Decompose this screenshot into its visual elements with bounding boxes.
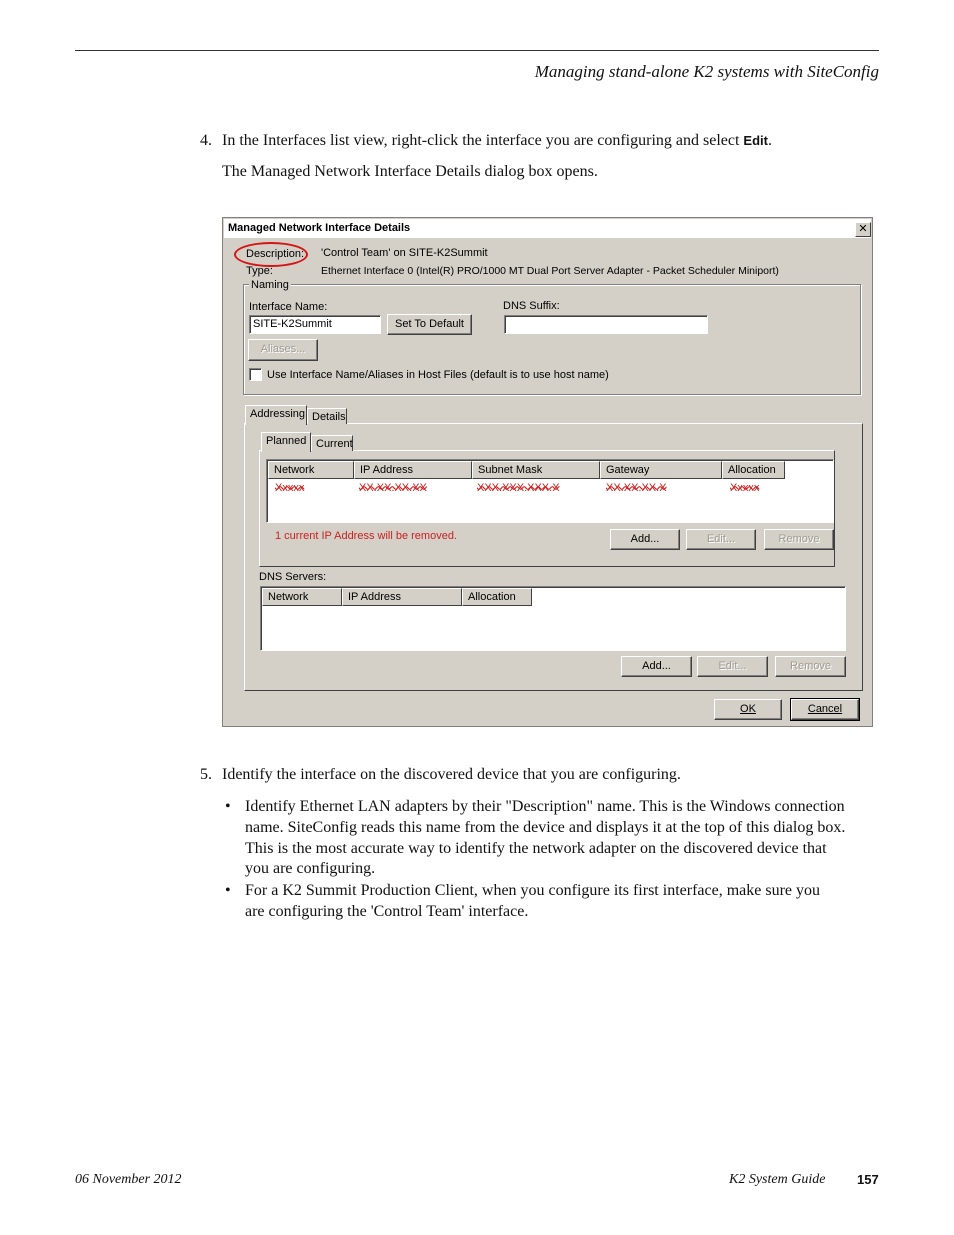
dns-suffix-input[interactable] — [504, 315, 708, 334]
address-edit-button[interactable]: Edit... — [686, 529, 756, 550]
cell-allocation: Xxxxx — [730, 482, 760, 494]
dns-remove-button[interactable]: Remove — [775, 656, 846, 677]
step-5-number: 5. — [200, 766, 212, 783]
ok-button[interactable] — [714, 699, 782, 720]
dns-column-network[interactable]: Network — [262, 588, 342, 606]
dns-servers-label: DNS Servers: — [259, 571, 327, 583]
step-5-text: Identify the interface on the discovered device that you are configuring. — [222, 766, 681, 783]
bullet-1-line-3: This is the most accurate way to identify the network adapter on the discovered device that — [245, 840, 827, 857]
header-rule — [75, 50, 879, 51]
bullet-1-line-4: you are configuring. — [245, 860, 376, 877]
interface-name-input[interactable]: SITE-K2Summit — [249, 315, 381, 334]
description-value: 'Control Team' on SITE-K2Summit — [321, 247, 488, 259]
table-row[interactable] — [267, 482, 831, 496]
description-label: Description: — [246, 248, 305, 260]
cancel-button-label: Cancel — [807, 703, 843, 715]
dns-column-allocation[interactable]: Allocation — [462, 588, 532, 606]
step-4-text-before: In the Interfaces list view, right-click the interface you are configuring and select — [222, 132, 744, 149]
ui-term-edit: Edit — [743, 133, 768, 148]
aliases-button[interactable]: Aliases... — [248, 339, 318, 361]
ok-button-label: OK — [740, 703, 756, 715]
step-4-text-after: . — [767, 132, 772, 149]
type-value: Ethernet Interface 0 (Intel(R) PRO/1000 MT Dual Port Server Adapter - Packet Scheduler Miniport) — [321, 265, 779, 277]
dns-suffix-label: DNS Suffix: — [503, 300, 560, 312]
step-4-result: The Managed Network Interface Details dialog box opens. — [222, 163, 598, 180]
step-4-number: 4. — [200, 132, 212, 149]
address-list[interactable] — [266, 459, 834, 523]
dns-add-button[interactable]: Add... — [621, 656, 692, 677]
step-4-text — [222, 130, 772, 151]
column-ip-address[interactable]: IP Address — [354, 461, 472, 479]
tab-current[interactable]: Current — [311, 435, 353, 451]
column-allocation[interactable]: Allocation — [722, 461, 785, 479]
type-label: Type: — [246, 265, 273, 277]
managed-network-interface-dialog — [222, 217, 873, 727]
dns-servers-list[interactable] — [260, 586, 846, 651]
close-icon: ✕ — [858, 223, 868, 235]
close-button[interactable] — [855, 222, 871, 237]
interface-name-label: Interface Name: — [249, 301, 328, 313]
page-number: 157 — [857, 1172, 879, 1187]
column-subnet-mask[interactable]: Subnet Mask — [472, 461, 600, 479]
bullet-2-glyph: • — [225, 882, 231, 899]
bullet-2-line-1: For a K2 Summit Production Client, when you configure its first interface, make sure you — [245, 882, 820, 899]
footer-date: 06 November 2012 — [75, 1172, 182, 1187]
running-header: Managing stand-alone K2 systems with SiteConfig — [534, 62, 879, 81]
cell-gateway: XX.XX.XX.X — [606, 482, 667, 494]
hostfile-checkbox[interactable] — [249, 368, 262, 381]
naming-group-label: Naming — [251, 279, 289, 291]
dialog-titlebar — [224, 219, 871, 239]
hostfile-checkbox-label: Use Interface Name/Aliases in Host Files (default is to use host name) — [267, 369, 609, 381]
bullet-1-line-2: name. SiteConfig reads this name from the device and displays it at the top of this dialog box. — [245, 819, 846, 836]
address-add-button[interactable]: Add... — [610, 529, 680, 550]
removal-notice: 1 current IP Address will be removed. — [275, 530, 457, 542]
bullet-1-line-1: Identify Ethernet LAN adapters by their "Description" name. This is the Windows connection — [245, 798, 845, 815]
bullet-2-line-2: are configuring the 'Control Team' interface. — [245, 903, 529, 920]
cell-subnet-mask: XXX.XXX.XXX.X — [477, 482, 560, 494]
column-gateway[interactable]: Gateway — [600, 461, 722, 479]
cell-network: Xxxxx — [275, 482, 305, 494]
dns-column-ip-address[interactable]: IP Address — [342, 588, 462, 606]
dns-edit-button[interactable]: Edit... — [697, 656, 768, 677]
set-to-default-button[interactable]: Set To Default — [387, 314, 472, 335]
tab-planned[interactable]: Planned — [261, 432, 311, 452]
column-network[interactable]: Network — [268, 461, 354, 479]
tab-details[interactable]: Details — [307, 408, 347, 424]
tab-addressing[interactable]: Addressing — [245, 405, 307, 425]
address-remove-button[interactable]: Remove — [764, 529, 834, 550]
cell-ip-address: XX.XX.XX.XX — [359, 482, 427, 494]
bullet-1-glyph: • — [225, 798, 231, 815]
dialog-title: Managed Network Interface Details — [228, 222, 411, 234]
cancel-button[interactable] — [791, 699, 859, 720]
footer-guide-title: K2 System Guide — [729, 1172, 826, 1187]
